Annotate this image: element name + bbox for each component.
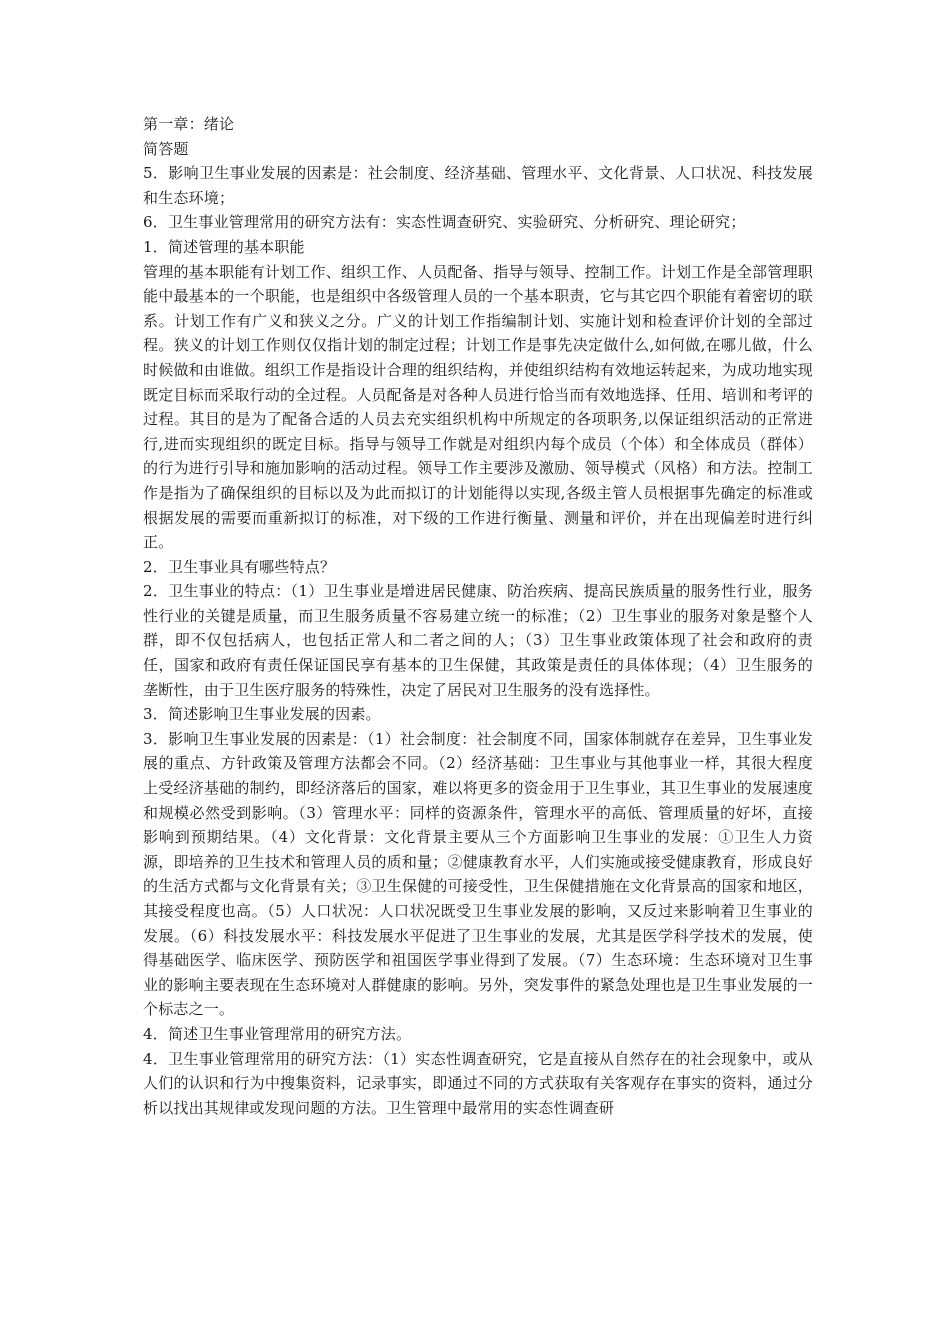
question-1: 1．简述管理的基本职能 (143, 237, 305, 256)
question-2: 2．卫生事业具有哪些特点？ (143, 557, 336, 576)
answer-3: 3．影响卫生事业发展的因素是：（1）社会制度：社会制度不同，国家体制就存在差异，卫生事业发展的重点、方针政策及管理方法都会不同。（2）经济基础：卫生事业与其他事业一样，其很大程度上受经济基础的制约，即经济落后的国家，难以将更多的资金用于卫生事业，其卫生事业的发展速度和规模必然受到影响。（3）管理水平：同样的资源条件，管理水平的高低、管理质量的好坏，直接影响到预期结果。（4）文化背景：文化背景主要从三个方面影响卫生事业的发展：①卫生人力资源，即培养的卫生技术和管理人员的质和量；②健康教育水平，人们实施或接受健康教育，形成良好的生活方式都与文化背景有关；③卫生保健的可接受性，卫生保健措施在文化背景高的国家和地区，其接受程度也高。（5）人口状况：人口状况既受卫生事业发展的影响，又反过来影响着卫生事业的发展。（6）科技发展水平：科技发展水平促进了卫生事业的发展，尤其是医学科学技术的发展，使得基础医学、临床医学、预防医学和祖国医学事业得到了发展。（7）生态环境：生态环境对卫生事业的影响主要表现在生态环境对人群健康的影响。另外，突发事件的紧急处理也是卫生事业发展的一个标志之一。 (143, 729, 813, 1019)
answer-4: 4．卫生事业管理常用的研究方法：（1）实态性调查研究，它是直接从自然存在的社会现象中，或从人们的认识和行为中搜集资料，记录事实，即通过不同的方式获取有关客观存在事实的资料，通过分析以找出其规律或发现问题的方法。卫生管理中最常用的实态性调查研 (143, 1049, 813, 1117)
answer-1: 管理的基本职能有计划工作、组织工作、人员配备、指导与领导、控制工作。计划工作是全部管理职能中最基本的一个职能，也是组织中各级管理人员的一个基本职责，它与其它四个职能有着密切的联系。计划工作有广义和狭义之分。广义的计划工作指编制计划、实施计划和检查评价计划的全部过程。狭义的计划工作则仅仅指计划的制定过程；计划工作是事先决定做什么,如何做,在哪儿做，什么时候做和由谁做。组织工作是指设计合理的组织结构，并使组织结构有效地运转起来，为成功地实现既定目标而采取行动的全过程。人员配备是对各种人员进行恰当而有效地选择、任用、培训和考评的过程。其目的是为了配备合适的人员去充实组织机构中所规定的各项职务,以保证组织活动的正常进行,进而实现组织的既定目标。指导与领导工作就是对组织内每个成员（个体）和全体成员（群体）的行为进行引导和施加影响的活动过程。领导工作主要涉及激励、领导模式（风格）和方法。控制工作是指为了确保组织的目标以及为此而拟订的计划能得以实现,各级主管人员根据事先确定的标准或根据发展的需要而重新拟订的标准，对下级的工作进行衡量、测量和评价，并在出现偏差时进行纠正。 (143, 262, 813, 552)
answer-2: 2．卫生事业的特点：（1）卫生事业是增进居民健康、防治疾病、提高民族质量的服务性行业，服务性行业的关键是质量，而卫生服务质量不容易建立统一的标准；（2）卫生事业的服务对象是整个人群，即不仅包括病人，也包括正常人和二者之间的人；（3）卫生事业政策体现了社会和政府的责任，国家和政府有责任保证国民享有基本的卫生保健，其政策是责任的具体体现；（4）卫生服务的垄断性，由于卫生医疗服务的特殊性，决定了居民对卫生服务的没有选择性。 (143, 582, 813, 699)
chapter-title: 第一章：绪论 (143, 115, 235, 133)
question-3: 3．简述影响卫生事业发展的因素。 (143, 705, 381, 724)
section-title: 简答题 (143, 139, 189, 158)
document-body (143, 112, 813, 1120)
answer-6-methods: 6．卫生事业管理常用的研究方法有：实态性调查研究、实验研究、分析研究、理论研究； (143, 213, 746, 232)
question-4: 4．简述卫生事业管理常用的研究方法。 (143, 1024, 412, 1043)
answer-5-factors: 5．影响卫生事业发展的因素是：社会制度、经济基础、管理水平、文化背景、人口状况、科技发展和生态环境； (143, 164, 813, 207)
